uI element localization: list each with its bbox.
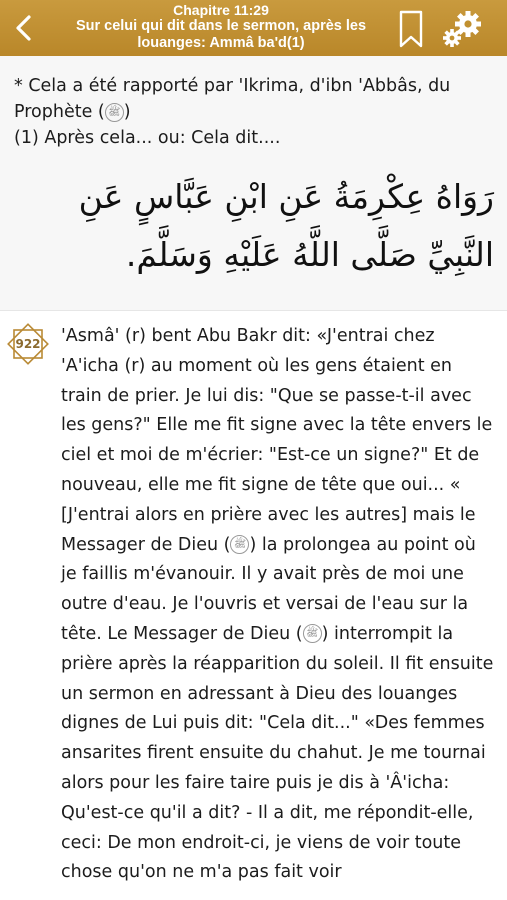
note-line: * Cela a été rapporté par 'Ikrima, d'ibn 'Abbâs, du Prophète ( ﷺ ) (14, 76, 451, 122)
note-line-1-end: ) (123, 102, 131, 122)
note-line-2: (1) Après cela... ou: Cela dit.... (14, 128, 281, 148)
chevron-left-icon (8, 12, 40, 44)
note-line-1: * Cela a été rapporté par 'Ikrima, d'ibn 'Abbâs, du Prophète (14, 76, 451, 122)
salawat-icon: ﷺ (230, 535, 249, 554)
top-navigation-bar (0, 0, 507, 56)
chapter-label: Chapitre 11:29 (173, 2, 269, 18)
hadith-paragraph (61, 322, 497, 888)
settings-button[interactable] (440, 8, 484, 48)
salawat-icon: ﷺ (303, 624, 322, 643)
hadith-number: 922 (15, 337, 41, 351)
salawat-icon: ﷺ (105, 103, 124, 122)
arabic-text: رَوَاهُ عِكْرِمَةُ عَنِ ابْنِ عَبَّاسٍ عَنِ النَّبِيِّ صَلَّى اللَّهُ عَلَيْهِ وَسَلَّمَ. (78, 177, 494, 274)
hadith-text (61, 322, 497, 888)
bookmark-icon (396, 9, 426, 49)
hadith-text-part-3: ) interrompit la prière après la réapparition du soleil. Il fit ensuite un sermon en adressant à Dieu des louanges dignes de Lui puis dit: "Cela dit..." «Des femmes ansarites firent ensuite du chahut. Je me tournai alors pour les faire taire puis je dis à 'Â'icha: Qu'est-ce qu'il a dit? - Il a dit, me répondit-elle, ceci: De mon endroit-ci, je viens de voir toute chose qu'on ne m'a pas fait voir (61, 623, 494, 883)
note-text (14, 73, 494, 151)
gear-icon (440, 8, 484, 48)
chapter-note (0, 56, 507, 311)
header-titles (56, 2, 386, 52)
hadith-text-part-1: 'Asmâ' (r) bent Abu Bakr dit: «J'entrai chez 'A'icha (r) au moment où les gens étaient en train de prier. Je lui dis: "Que se passe-t-il avec les gens?" Elle me fit signe avec la tête envers le ciel et moi de m'écrier: "Est-ce un signe?" Et de nouveau, elle me fit signe de tête que oui... « [J'entrai alors en prière avec les autres] mais le Messager de Dieu ( (61, 326, 493, 555)
hadith-text-part-2: ) la prolongea au point où je faillis m'évanouir. Il y avait près de moi une outre d'eau. Je l'ouvris et versai de l'eau sur la tête. Le Messager de Dieu ( (61, 534, 476, 644)
bookmark-button[interactable] (396, 9, 426, 49)
back-button[interactable] (8, 12, 40, 44)
chapter-subtitle: Sur celui qui dit dans le sermon, après les louanges: Ammâ ba'd(1) (75, 18, 367, 51)
hadith-number-badge (6, 322, 50, 366)
